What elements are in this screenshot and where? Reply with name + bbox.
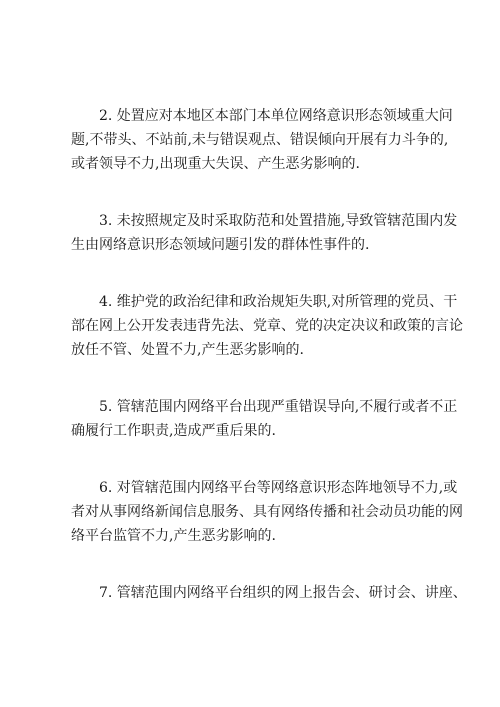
paragraph-item-5	[71, 395, 458, 443]
paragraph-line: 放任不管、处置不力,产生恶劣影响的.	[71, 342, 304, 358]
paragraph-line: 题,不带头、不站前,未与错误观点、错误倾向开展有力斗争的,	[71, 132, 449, 148]
paragraph-line: 2. 处置应对本地区本部门本单位网络意识形态领域重大问	[99, 108, 453, 124]
paragraph-item-6	[71, 476, 463, 548]
paragraph-line: 确履行工作职责,造成严重后果的.	[71, 423, 276, 439]
paragraph-line: 络平台监管不力,产生恶劣影响的.	[71, 528, 276, 544]
paragraph-item-4	[71, 290, 463, 362]
document-body	[71, 104, 467, 638]
paragraph-line: 或者领导不力,出现重大失误、产生恶劣影响的.	[71, 156, 360, 172]
paragraph-line: 6. 对管辖范围内网络平台等网络意识形态阵地领导不力,或	[99, 480, 458, 496]
paragraph-line: 生由网络意识形态领域问题引发的群体性事件的.	[71, 237, 370, 253]
paragraph-line: 部在网上公开发表违背先法、党章、党的决定决议和政策的言论	[71, 318, 463, 334]
paragraph-line: 7. 管辖范围内网络平台组织的网上报告会、研讨会、讲座、	[99, 585, 467, 601]
paragraph-item-3	[71, 209, 458, 257]
paragraph-line: 者对从事网络新闻信息服务、具有网络传播和社会动员功能的网	[71, 504, 463, 520]
paragraph-item-7	[71, 581, 467, 605]
paragraph-line: 4. 维护党的政治纪律和政治规矩失职,对所管理的党员、干	[99, 294, 458, 310]
paragraph-item-2	[71, 104, 453, 176]
paragraph-line: 3. 未按照规定及时采取防范和处置措施,导致管辖范围内发	[99, 213, 458, 229]
paragraph-line: 5. 管辖范围内网络平台出现严重错误导向,不履行或者不正	[99, 399, 458, 415]
